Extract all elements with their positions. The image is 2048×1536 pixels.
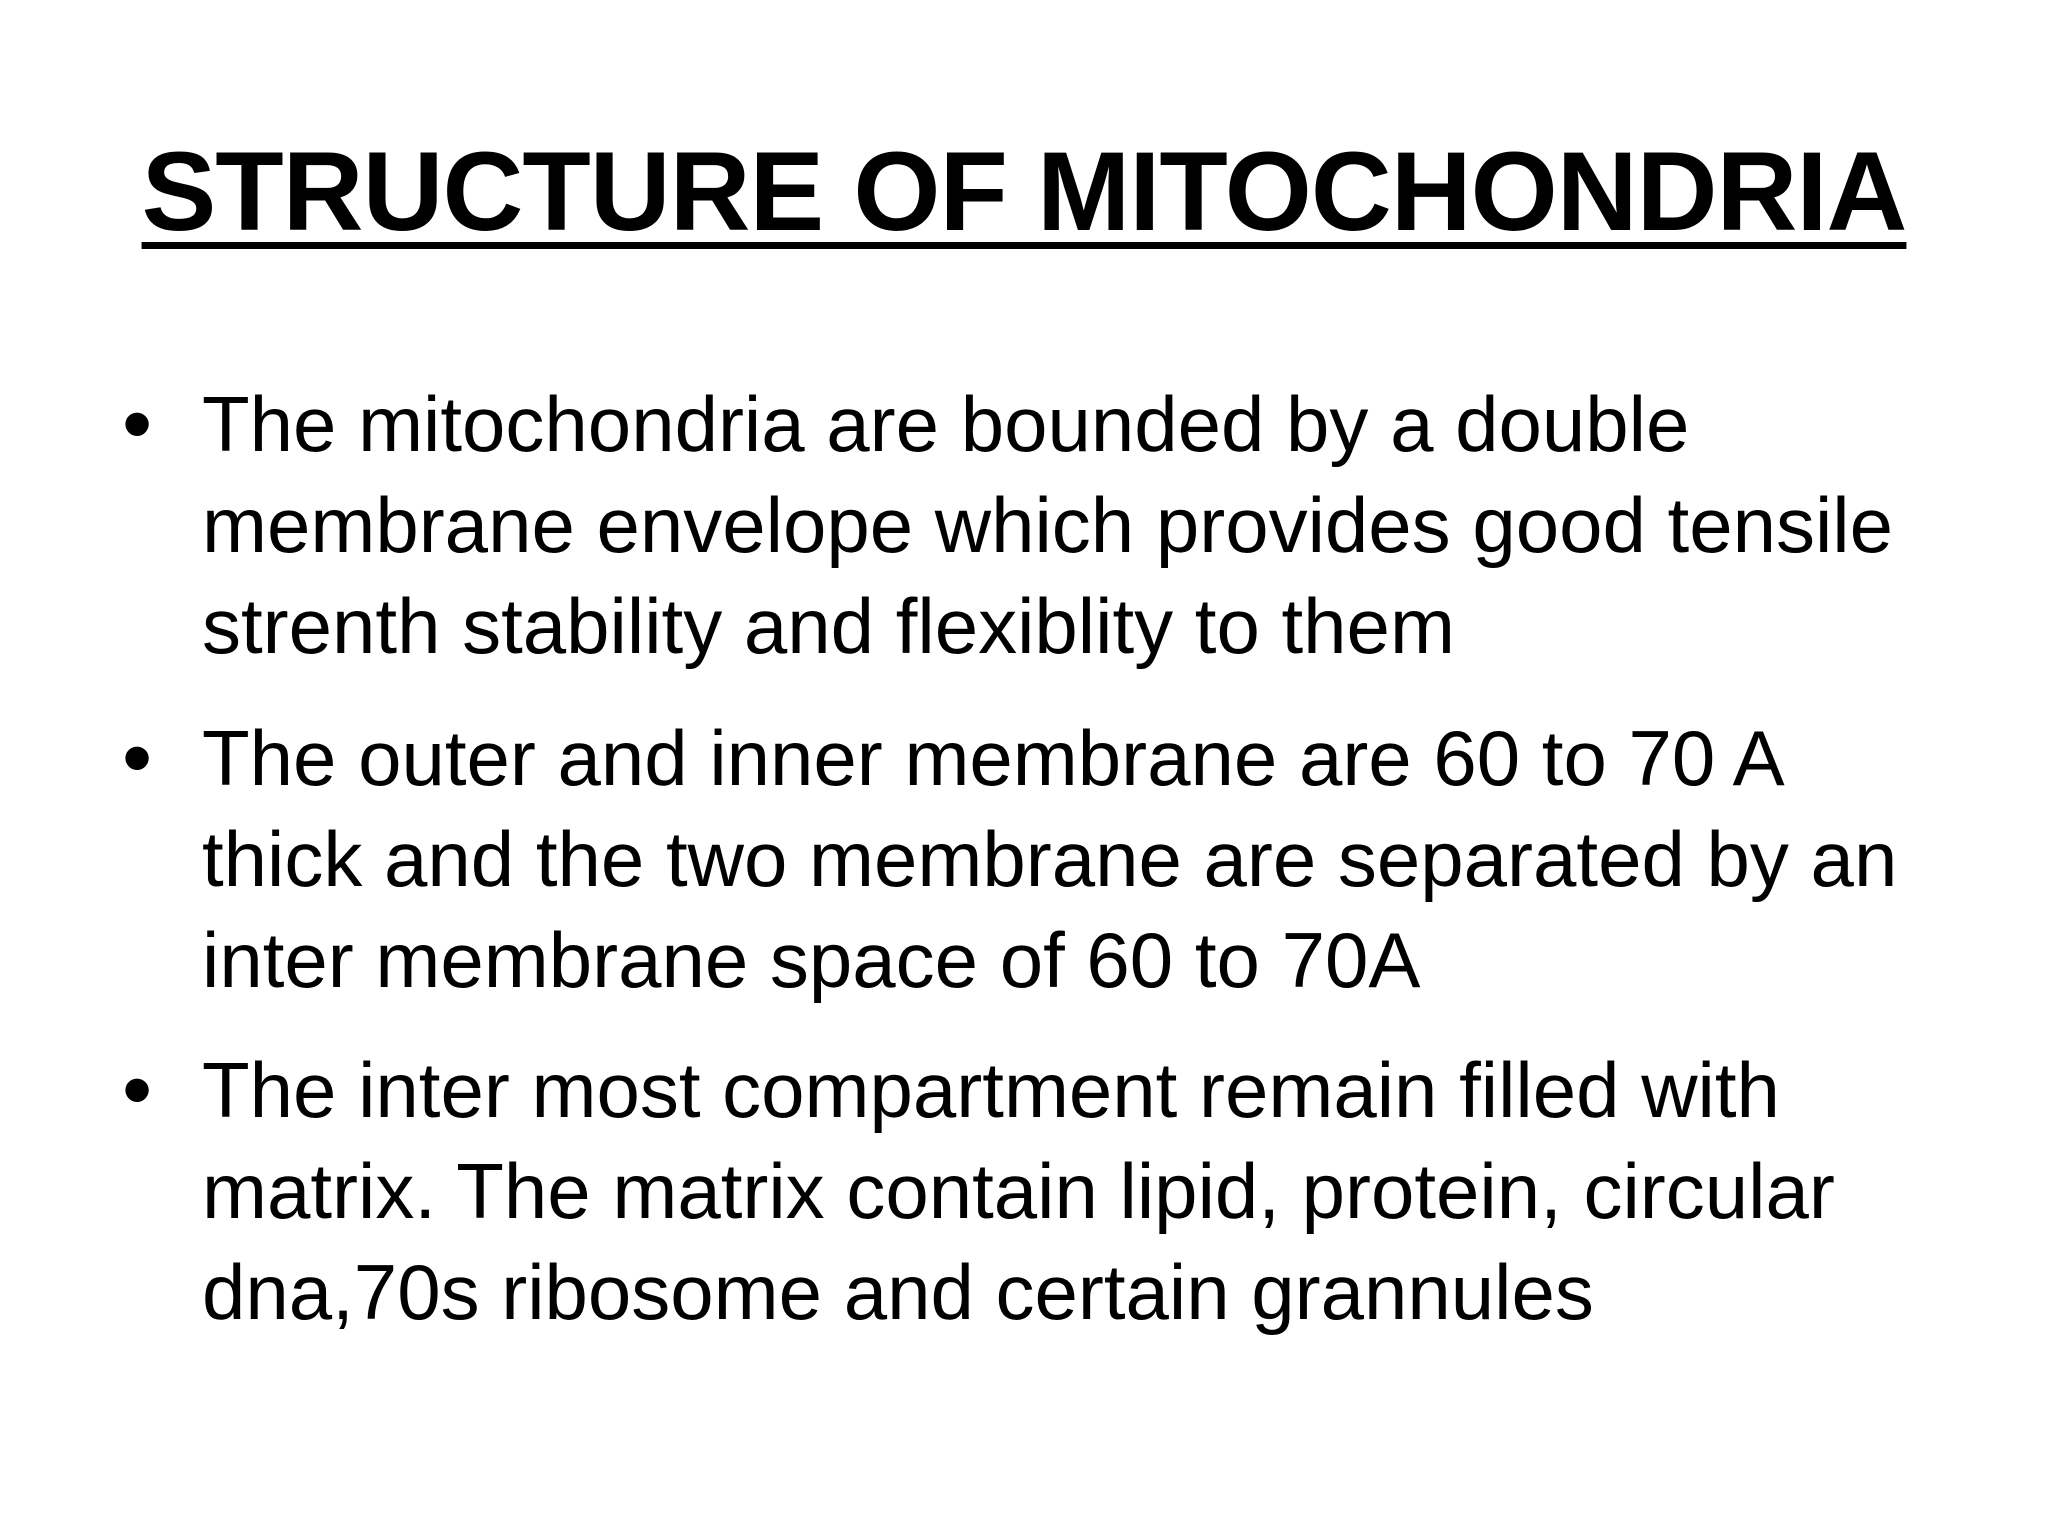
bullet-line: matrix. The matrix contain lipid, protein, circular xyxy=(202,1147,1835,1235)
bullet-line: thick and the two membrane are separated by an xyxy=(202,815,1898,903)
bullet-text xyxy=(202,1040,1942,1343)
bullet-icon: • xyxy=(122,1042,153,1138)
bullet-text xyxy=(202,708,1942,1011)
bullet-icon: • xyxy=(122,710,153,806)
bullet-icon: • xyxy=(122,376,153,472)
bullet-line: The inter most compartment remain filled with xyxy=(202,1046,1780,1134)
bullet-line: strenth stability and flexiblity to them xyxy=(202,582,1455,670)
slide-title xyxy=(0,128,2048,256)
bullet-line: The outer and inner membrane are 60 to 70 A xyxy=(202,714,1785,802)
bullet-text xyxy=(202,374,1942,677)
bullet-line: membrane envelope which provides good tensile xyxy=(202,481,1894,569)
slide-title-text: STRUCTURE OF MITOCHONDRIA xyxy=(141,129,1907,254)
bullet-line: The mitochondria are bounded by a double xyxy=(202,380,1690,468)
bullet-line: inter membrane space of 60 to 70A xyxy=(202,916,1421,1004)
bullet-line: dna,70s ribosome and certain grannules xyxy=(202,1248,1594,1336)
